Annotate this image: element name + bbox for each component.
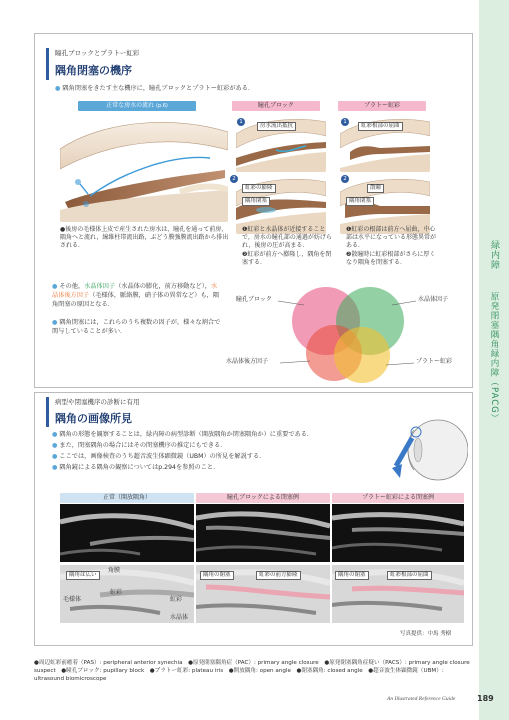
venn-diagram [230,275,453,383]
ubm-col-pupil-header: 瞳孔ブロックによる閉塞例 [196,493,330,503]
page-number: 189 [477,694,494,703]
eye-cross-section-diagram [392,408,468,492]
outflow-resistance-label: 房水流出抵抗 [257,122,296,131]
ubm-label-ciliary: 毛様体 [63,596,82,603]
ubm-col-open-header: 正常（開放隅角） [60,493,194,503]
book-title: An Illustrated Reference Guide [387,696,456,702]
ubm-pupil-image [196,504,330,562]
chapter-side-tab [479,0,509,720]
normal-aqueous-illustration [60,114,228,222]
imaging-bullet-3: ● ここでは，画像検査のうち超音波生体顕微鏡（UBM）の所見を解説する． [52,453,266,460]
venn-label-plateau: プラトー虹彩 [416,358,453,365]
plateau-step2-num: 2 [341,175,349,183]
ubm-label-lens: 水晶体 [170,614,189,621]
ubm-label-iris: 虹彩 [110,589,123,596]
imaging-bullet-4: ● 隅角鏡による隅角の観察についてはp.294を参照のこと． [52,464,220,471]
iris-bombe-label: 虹彩の膨隆 [242,184,276,193]
plateau-text-1: ❶虹彩の根部は前方へ屈曲，中心部は水平になっている形態異常がある． [346,226,437,250]
section2-accent [46,397,49,427]
chapter-label: 緑内障 [489,240,499,270]
section1-intro: ● 隅角閉塞をきたす主な機序に，瞳孔ブロックとプラトー虹彩がある． [55,85,255,92]
section2-title: 隅角の画像所見 [55,412,132,425]
plateau-text-2: ❷散瞳時に虹彩根部がさらに厚くなり隅角を閉塞する． [346,251,436,267]
ubm-label-root-flex: 虹彩根部の屈曲 [387,571,432,580]
pupil-step1-num: 1 [237,118,245,126]
abbreviation-footnote: ●周辺虹彩前癒着（PAS）: peripheral anterior synechia ●原発閉塞隅角症（PAC）: primary angle closure ●原発閉塞隅角症疑い（PACS）: primary angle closure suspect ●瞳孔ブロック: pupillary block ●プラトー虹彩: plateau iris ●開放隅角: open angle ●閉塞隅角: closed angle ●超音波生体顕微鏡（UBM）: ultrasound biomicroscope [34,660,470,682]
ubm-col-plateau-header: プラトー虹彩による閉塞例 [332,493,464,503]
normal-flow-text: ●後房の毛様体上皮で産生された房水は，瞳孔を通って前房，隅角へと流れ，線維柱帯流出路，ぶどう膜強膜流出路から排出される． [60,226,229,250]
venn-label-pupil: 瞳孔ブロック [236,296,272,303]
venn-plateau-circle [334,327,390,383]
ubm-label-iris-right: 虹彩 [170,596,183,603]
iris-root-flex-label: 虹彩根部の屈曲 [358,122,403,131]
ubm-label-cornea: 角膜 [108,567,121,574]
col-plateau-header: プラトー虹彩 [338,101,426,111]
col-normal-header: 正常な房水の流れ (p.6) [78,101,196,111]
ubm-label-angle-close-a: 隅角の閉塞 [200,571,234,580]
imaging-bullet-2: ● また，閉塞隅角の場合にはその閉塞機序の推定にもできる． [52,442,227,449]
mydriasis-label: 散瞳 [367,184,384,193]
imaging-bullet-1: ● 隅角の形態を観察することは，緑内障の病型診断（開放隅角か閉塞隅角か）に重要である． [52,431,314,438]
ubm-plateau-image [332,504,464,562]
ubm-open-image [60,504,194,562]
plateau-step1-num: 1 [341,118,349,126]
other-factors-bullet: ● その他，水晶体因子（水晶体の膨化，前方移動など），水晶体後方因子（毛様体，脈絡膜，硝子体の異常など）も，隅角閉塞の原因となる． [52,283,220,309]
section2-tag: 病型や閉塞機序の診断に有用 [55,398,140,406]
venn-label-posterior: 水晶体後方因子 [226,358,269,365]
ubm-label-wide-angle: 隅角は広い [66,571,100,580]
multiple-factors-bullet: ● 隅角閉塞には，これらのうち複数の因子が，様々な割合で関与していることが多い． [52,319,221,336]
section1-tag: 瞳孔ブロックとプラトー虹彩 [55,49,140,57]
pupil-text-1: ❶虹彩と水晶体が近接することで，房水の瞳孔部の通過が妨げられ，後房の圧が高まる． [242,226,332,250]
section1-title: 隅角閉塞の機序 [55,64,132,77]
section1-accent [46,48,49,80]
ubm-label-forward-bulge: 虹彩の前方膨隆 [256,571,301,580]
angle-close-label-2: 隅角閉塞 [346,197,374,206]
ubm-label-angle-close-b: 隅角の閉塞 [335,571,369,580]
photo-credit: 写真提供：中馬 秀樹 [400,631,452,637]
pupil-text-2: ❷虹彩が前方へ膨隆し，隅角を閉塞する． [242,251,332,267]
col-pupil-header: 瞳孔ブロック [232,101,320,111]
venn-label-lens: 水晶体因子 [418,296,449,303]
angle-close-label-1: 隅角閉塞 [242,197,270,206]
topic-label: 原発閉塞隅角緑内障（PACG） [489,292,499,424]
pupil-step2-num: 2 [230,175,238,183]
